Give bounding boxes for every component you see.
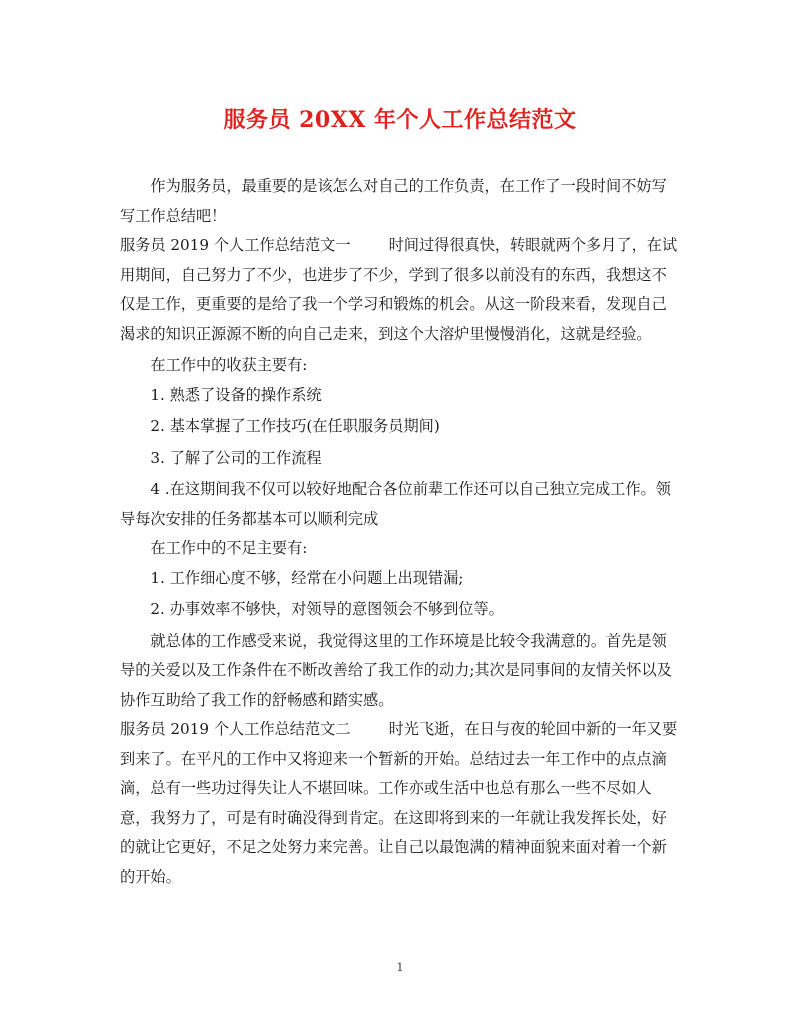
feeling-paragraph: 就总体的工作感受来说，我觉得这里的工作环境是比较令我满意的。首先是领导的关爱以及工作条件在不断改善给了我工作的动力;其次是同事间的友情关怀以及协作互助给了我工作的舒畅感和踏实感。 [120, 631, 672, 709]
shortcomings-heading: 在工作中的不足主要有: [150, 539, 308, 557]
gains-item: 1. 熟悉了设备的操作系统 [150, 385, 322, 404]
sample1-paragraph [120, 231, 680, 349]
shortcomings-item: 1. 工作细心度不够，经常在小问题上出现错漏; [150, 568, 464, 587]
sample2-text: 时光飞逝，在日与夜的轮回中新的一年又要到来了。在平凡的工作中又将迎来一个暂新的开始。总结过去一年工作中的点点滴滴，总有一些功过得失让人不堪回味。工作亦或生活中也总有那么一些不尽如人意，我努力了，可是有时确没得到肯定。在这即将到来的一年就让我发挥长处，好的就让它更好，不足之处努力来完善。让自己以最饱满的精神面貌来面对着一个新的开始。 [120, 720, 678, 886]
sample2-paragraph [120, 715, 680, 892]
gains-item: 3. 了解了公司的工作流程 [150, 448, 322, 467]
page-number: 1 [396, 961, 404, 974]
sample1-heading: 服务员 2019 个人工作总结范文一 [120, 236, 351, 254]
sample1-text: 时间过得很真快，转眼就两个多月了，在试用期间，自己努力了不少，也进步了不少，学到了很多以前没有的东西，我想这不仅是工作，更重要的是给了我一个学习和锻炼的机会。从这一阶段来看，发现自己渴求的知识正源源不断的向自己走来，到这个大溶炉里慢慢消化，这就是经验。 [120, 236, 678, 343]
sample2-heading: 服务员 2019 个人工作总结范文二 [120, 720, 351, 738]
gains-item: 4 .在这期间我不仅可以较好地配合各位前辈工作还可以自己独立完成工作。领导每次安排的任务都基本可以顺利完成 [120, 480, 671, 528]
intro-paragraph: 作为服务员，最重要的是该怎么对自己的工作负责，在工作了一段时间不妨写写工作总结吧！ [120, 177, 667, 225]
shortcomings-item: 2. 办事效率不够快，对领导的意图领会不够到位等。 [150, 600, 504, 618]
document-title: 服务员 20XX 年个人工作总结范文 [223, 107, 577, 133]
gains-item: 2. 基本掌握了工作技巧(在任职服务员期间) [150, 417, 440, 435]
document-body [120, 172, 680, 892]
gains-heading: 在工作中的收获主要有: [150, 356, 308, 374]
